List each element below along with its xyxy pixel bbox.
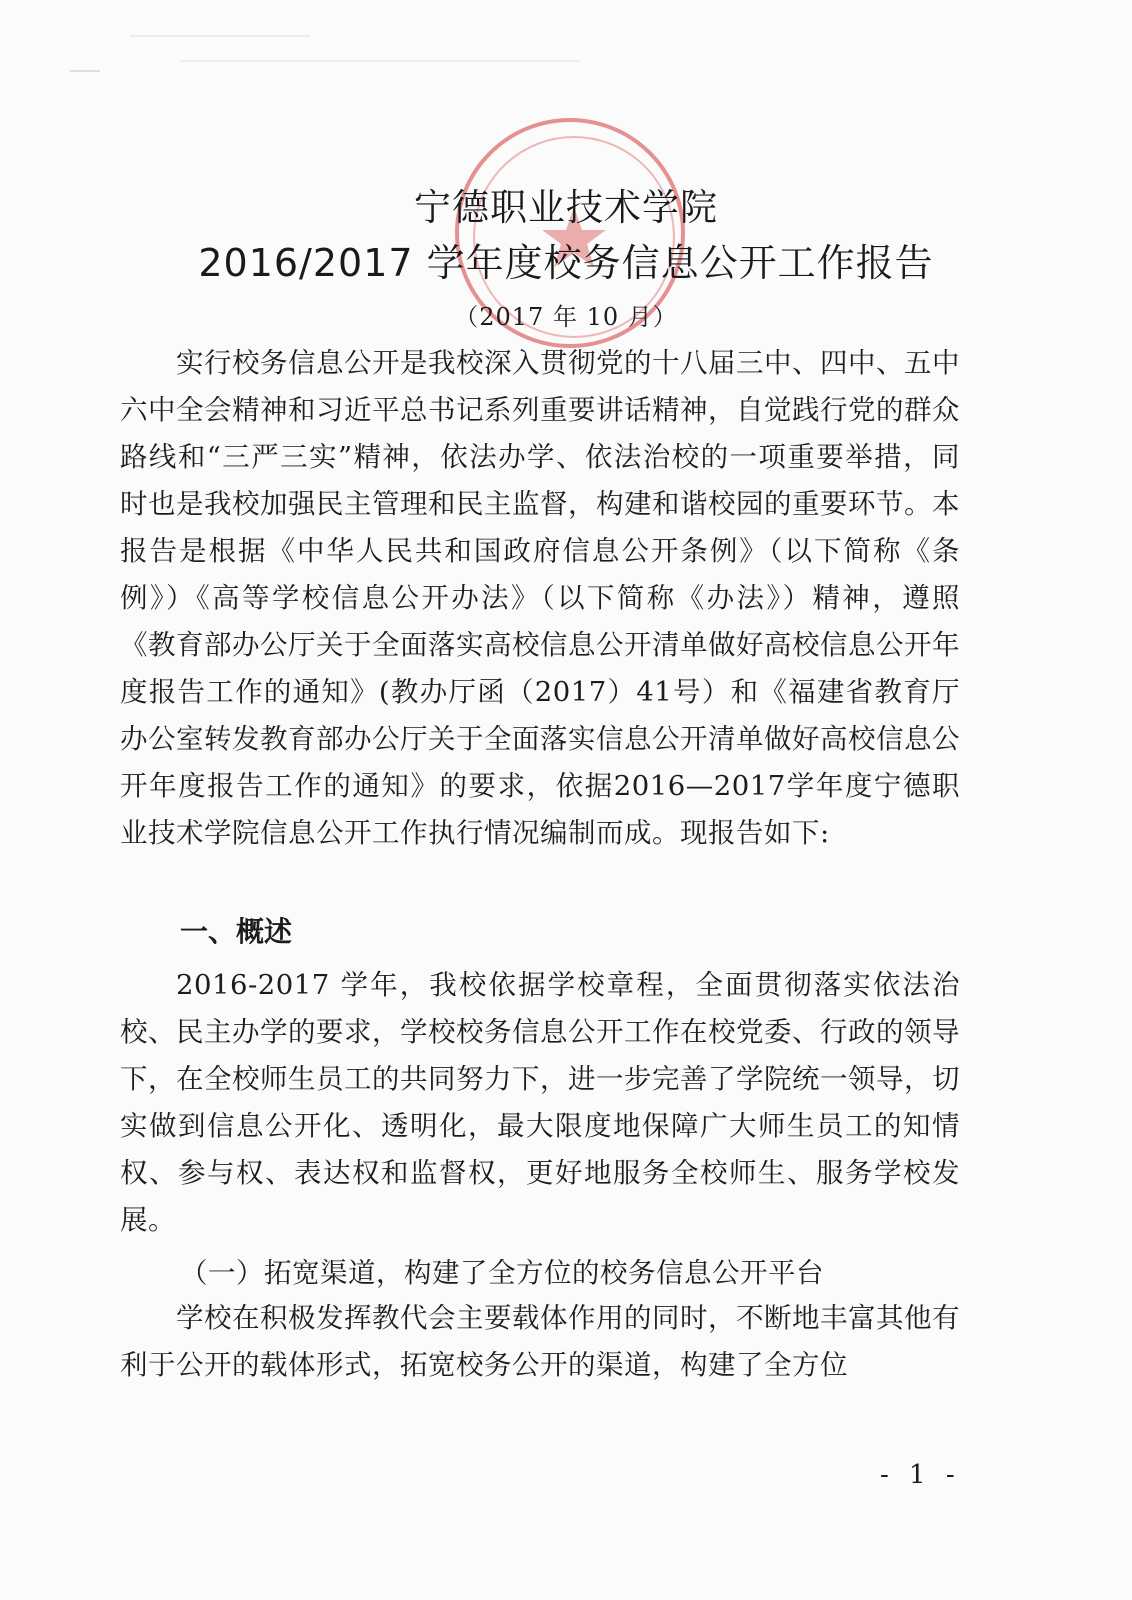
scan-margin-marks — [70, 15, 590, 85]
report-date: （2017 年 10 月） — [454, 303, 678, 331]
intro-paragraph: 实行校务信息公开是我校深入贯彻党的十八届三中、四中、五中六中全会精神和习近平总书记系列重要讲话精神，自觉践行党的群众路线和“三严三实”精神，依法办学、依法治校的一项重要举措，同时也是我校加强民主管理和民主监督，构建和谐校园的重要环节。本报告是根据《中华人民共和国政府信息公开条例》（以下简称《条例》）《高等学校信息公开办法》（以下简称《办法》）精神，遵照《教育部办公厅关于全面落实高校信息公开清单做好高校信息公开年度报告工作的通知》(教办厅函（2017）41号）和《福建省教育厅办公室转发教育部办公厅关于全面落实信息公开清单做好高校信息公开年度报告工作的通知》的要求，依据2016—2017学年度宁德职业技术学院信息公开工作执行情况编制而成。现报告如下: — [120, 347, 960, 849]
document-title-line-2: 2016/2017 学年度校务信息公开工作报告 — [198, 241, 934, 285]
section-heading-overview: 一、概述 — [180, 915, 293, 948]
overview-paragraph: 2016-2017 学年，我校依据学校章程，全面贯彻落实依法治校、民主办学的要求，学校校务信息公开工作在校党委、行政的领导下，在全校师生员工的共同努力下，进一步完善了学院统一领导，切实做到信息公开化、透明化，最大限度地保障广大师生员工的知情权、参与权、表达权和监督权，更好地服务全校师生、服务学校发展。 — [120, 969, 960, 1236]
subsection-1-paragraph: 学校在积极发挥教代会主要载体作用的同时，不断地丰富其他有利于公开的载体形式，拓宽校务公开的渠道，构建了全方位 — [120, 1302, 960, 1381]
document-title-line-1: 宁德职业技术学院 — [414, 186, 718, 229]
subsection-heading-1: （一）拓宽渠道，构建了全方位的校务信息公开平台 — [180, 1257, 824, 1289]
page-number: - 1 - — [880, 1460, 961, 1490]
